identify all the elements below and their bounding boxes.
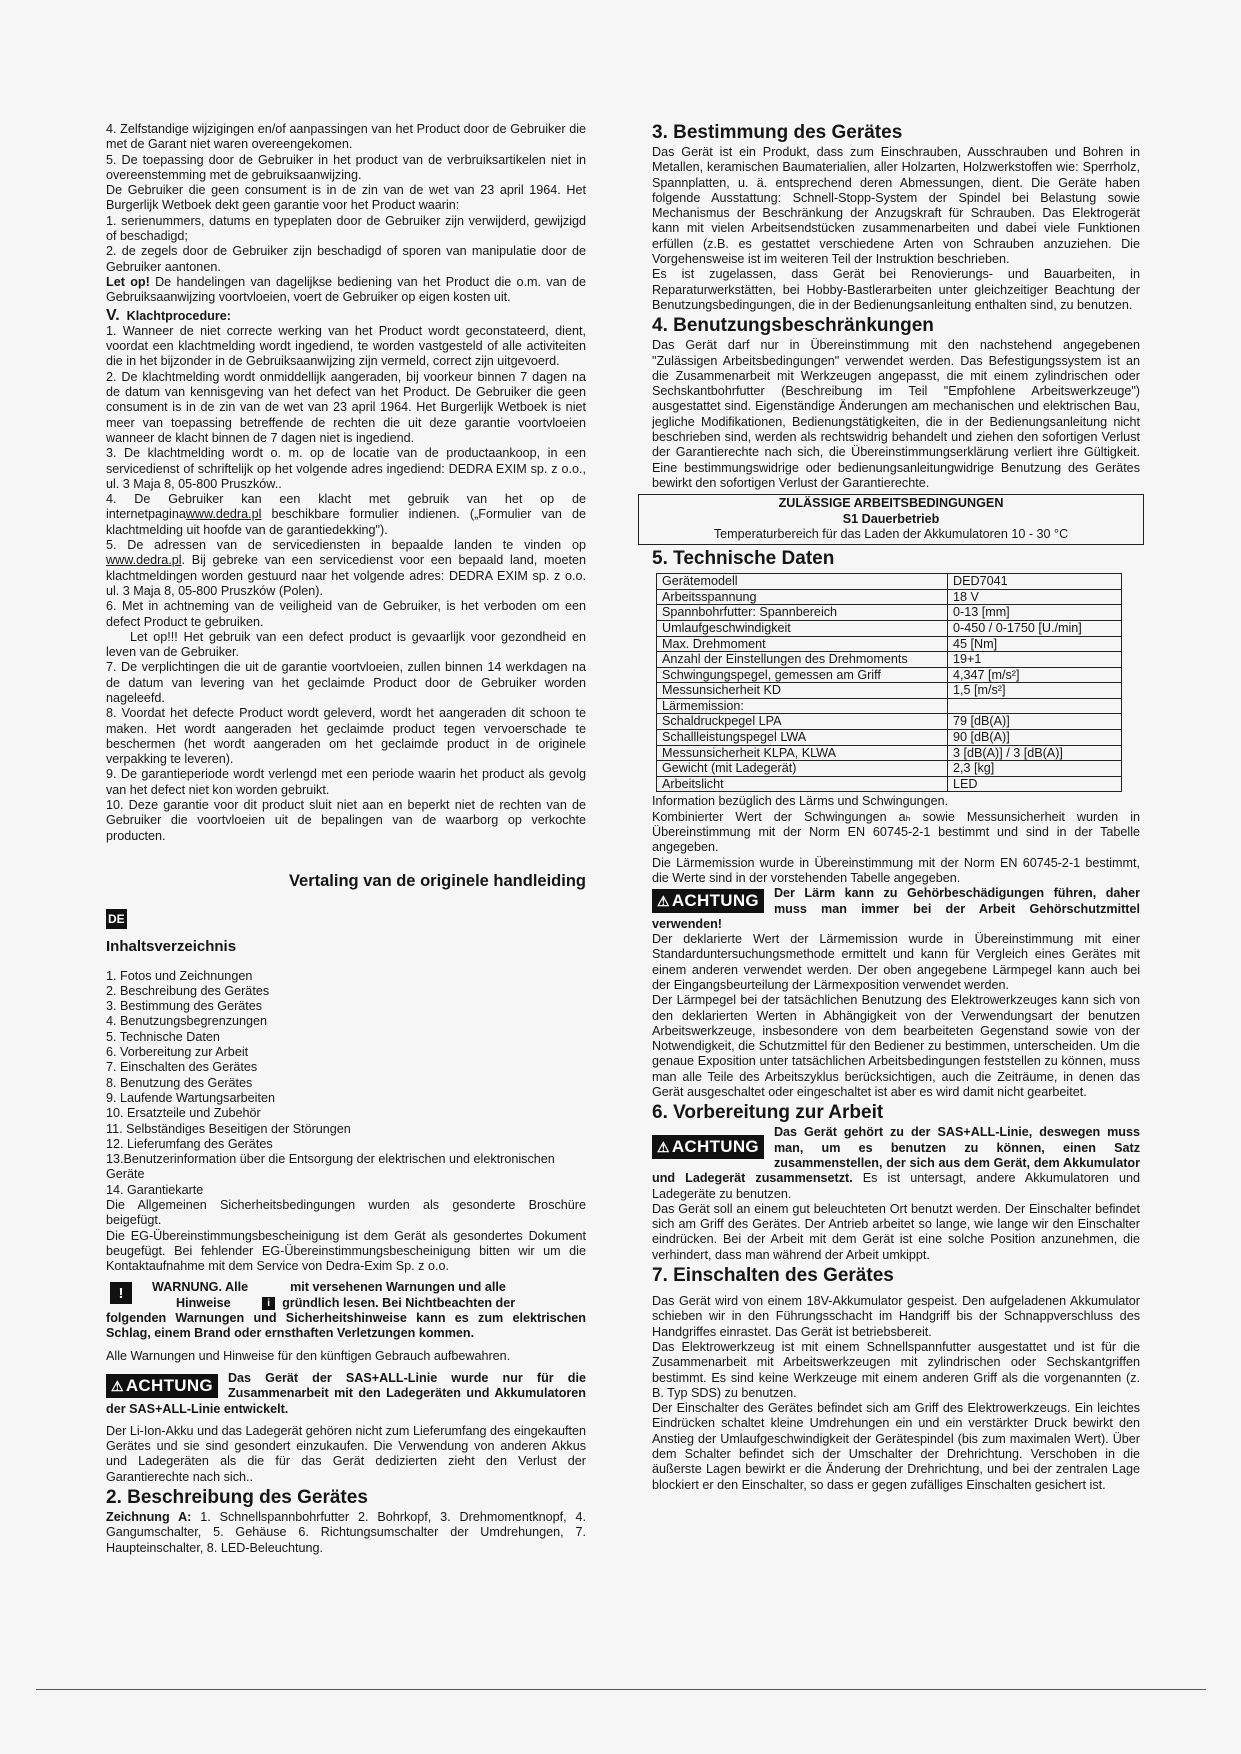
table-row: Schallleistungspegel LWA 90 [dB(A)] [657, 730, 1122, 746]
table-row: Gewicht (mit Ladegerät) 2,3 [kg] [657, 761, 1122, 777]
section-heading-v: V. Klachtprocedure: [106, 306, 231, 324]
de-paragraph: Die Allgemeinen Sicherheitsbedingungen wurden als gesonderte Broschüre beigefügt. [106, 1198, 586, 1228]
de-paragraph: Die EG-Übereinstimmungsbescheinigung ist dem Gerät als gesondertes Dokument beugefügt. Bei fehlender EG-Übereinstimmungsbescheinigung bitten wir um die Kontaktaufnahme mit dem Service von Dedra-Exim Sp. z o.o. [106, 1228, 586, 1274]
de-paragraph: Die Lärmemission wurde in Übereinstimmung mit der Norm EN 60745-2-1 bestimmt, die Werte sind in der vorstehenden Tabelle angegeben. [652, 855, 1140, 885]
warning-icon: ⚠ [111, 1377, 124, 1394]
letop-label: Let op! [106, 274, 150, 289]
warning-icon: ⚠ [657, 893, 670, 910]
de-paragraph: Es ist zugelassen, dass Gerät bei Renovierungs- und Bauarbeiten, in Reparaturwerkstätten, bei Hobby-Bastlerarbeiten unter gleichzeitiger Beachtung der Benutzungsbedingungen, die in der Bedienungsanleitung enthalten sind, zu benutzen. [652, 267, 1140, 312]
nl-paragraph: Let op!!! Het gebruik van een defect product is gevaarlijk voor gezondheid en leven van de Gebruiker. [106, 629, 586, 660]
heading-6: 6. Vorbereitung zur Arbeit [652, 1102, 884, 1124]
nl-paragraph: Let op! De handelingen van dagelijkse bediening van het Product die o.m. van de Gebruiksaanwijzing voortvloeien, voert de Gebruiker op eigen kosten uit. [106, 274, 586, 305]
table-row: Umlaufgeschwindigkeit 0-450 / 0-1750 [U./min] [657, 620, 1122, 636]
right-column [652, 122, 1140, 1493]
toc-item: 11. Selbständiges Beseitigen der Störungen [106, 1121, 351, 1136]
nl-paragraph: 6. Met in achtneming van de veiligheid van de Gebruiker, is het verboden om een defect Product te gebruiken. [106, 599, 586, 629]
de-paragraph: Kombinierter Wert der Schwingungen aₕ sowie Messunsicherheit wurden in Übereinstimmung mit der Norm EN 60745-2-1 bestimmt und sind in der Tabelle angegeben. [652, 809, 1140, 855]
de-paragraph: Der Li-Ion-Akku und das Ladegerät gehören nicht zum Lieferumfang des eingekauften Gerätes und sie sind gesondert einzukaufen. Die Verwendung von anderen Akkus und Ladegeräten als die für das Gerät dedizierten zieht den Verlust der Garantierechte nach sich.. [106, 1423, 586, 1484]
table-row: Max. Drehmoment 45 [Nm] [657, 636, 1122, 652]
nl-paragraph: 7. De verplichtingen die uit de garantie voortvloeien, zullen binnen 14 werkdagen na de datum van levering van het geclaimde Product door de Gebruiker worden nageleefd. [106, 660, 586, 705]
heading-7: 7. Einschalten des Gerätes [652, 1265, 894, 1287]
nl-paragraph: De Gebruiker die geen consument is in de zin van de wet van 23 april 1964. Het Burgerlijk Wetboek dekt geen garantie voor het Product waarin: [106, 183, 586, 213]
toc-item: 13.Benutzerinformation über die Entsorgung der elektrischen und elektronischen Geräte [106, 1152, 555, 1182]
heading-3: 3. Bestimmung des Gerätes [652, 122, 903, 143]
de-paragraph: Das Gerät ist ein Produkt, dass zum Einschrauben, Ausschrauben und Bohren in Metallen, keramischen Baumaterialien, aller Holzarten, Holzwerkstoffen wie: Sperrholz, Spannplatten, u. ä. entsprechend deren Abmessungen, dient. Die Geräte haben folgende Ausstattung: Schnell-Stopp-System der Spindel bei Belastung sowie Mechanismus der Beschränkung der Anzugskraft für Schrauben. Das Elektrogerät kann mit vielen Arbeitsendstücken zusammenarbeiten und dabei viele Funktionen erfüllen (z.B. es gestattet verschiedene Arten von Schrauben anzuziehen. Die Vorgehensweise ist im weiteren Teil der Instruktion beschrieben. [652, 145, 1140, 267]
table-row: Schwingungspegel, gemessen am Griff 4,347 [m/s²] [657, 667, 1122, 683]
de-paragraph: Das Gerät soll an einem gut beleuchteten Ort benutzt werden. Der Einschalter befindet sich am Griff des Gerätes. Der Antrieb arbeitet so lange, wie lange wir den Einschalter eindrücken. Bei der Arbeit mit dem Gerät ist eine solche Position anzunehmen, die verhindert, dass man während der Arbeit umkippt. [652, 1201, 1140, 1262]
toc-item: 4. Benutzungsbegrenzungen [106, 1014, 268, 1029]
dedra-link[interactable]: www.dedra.pl [185, 507, 262, 522]
de-paragraph: Das Elektrowerkzeug ist mit einem Schnellspannfutter ausgestattet und ist für die Zusammenarbeit mit Arbeitswerkzeugen mit zylindrischen oder Sechskantgriffen bestimmt. Es sind keine Werkzeuge mit einem anderen Griff als die vorgenannten (z. B. Typ SDS) zu benutzen. [652, 1339, 1140, 1400]
achtung-block: ⚠ ACHTUNG Der Lärm kann zu Gehörbeschädigungen führen, daher muss man immer bei der Arbeit Gehörschutzmittel verwenden! [652, 886, 1140, 931]
nl-paragraph: 1. Wanneer de niet correcte werking van het Product wordt geconstateerd, dient, voordat een klachtmelding wordt ingediend, te worden vastgesteld of alle activiteiten die in het bijzonder in de Gebruiksaanwijzing zijn vermeld, correct zijn uitgevoerd. [106, 323, 586, 369]
toc-title: Inhaltsverzeichnis [106, 938, 237, 956]
table-row: Messunsicherheit KD 1,5 [m/s²] [657, 683, 1122, 699]
table-row: Arbeitslicht LED [657, 776, 1122, 792]
toc-item: 1. Fotos und Zeichnungen [106, 968, 253, 983]
toc-item: 12. Lieferumfang des Gerätes [106, 1136, 273, 1151]
translation-title: Vertaling van de originele handleiding [288, 871, 586, 890]
nl-paragraph: 4. De Gebruiker kan een klacht met gebruik van het op de internetpaginawww.dedra.pl beschikbare formulier indienen. („Formulier van de klachtmelding uit hoofde van de garantiedekking"). [106, 492, 586, 537]
toc-item: 5. Technische Daten [106, 1029, 220, 1044]
language-badge: DE [106, 909, 127, 929]
toc-item: 7. Einschalten des Gerätes [106, 1060, 258, 1075]
warnung-text: folgenden Warnungen und Sicherheitshinweise kann es zum elektrischen Schlag, einem Brand oder ernsthaften Verletzungen kommen. [106, 1311, 586, 1341]
de-paragraph: Der Lärmpegel bei der tatsächlichen Benutzung des Elektrowerkzeuges kann sich von den deklarierten Werten in Abhängigkeit von der Verwendungsart der benutzen Arbeitswerkzeuge, insbesondere von dem bearbeiteten Gegenstand sowie von der Notwendigkeit, die Schutzmittel für den Bediener zu bestimmen, unterscheiden. Um die genaue Exposition unter tatsächlichen Arbeitsbedingungen feststellen zu können, muss man alle Teile des Arbeitszyklus berücksichtigen, auch die Zeiträume, in denen das Gerät ausgeschaltet oder eingeschaltet ist aber es wird damit nicht gearbeitet. [652, 993, 1140, 1100]
dedra-link[interactable]: www.dedra.pl [106, 553, 182, 568]
de-paragraph: Information bezüglich des Lärms und Schwingungen. [652, 794, 949, 809]
toc-item: 6. Vorbereitung zur Arbeit [106, 1045, 249, 1060]
nl-paragraph: 2. De klachtmelding wordt onmiddellijk aangeraden, bij voorkeur binnen 7 dagen na de datum van kennisgeving van het defect van het Product. De Gebruiker die geen consument is in de zin van de wet van 23 april 1964. Het Burgerlijk Wetboek is niet meer van toepassing betreffende de rechten die uit deze garantie voortvloeien wanneer de klacht binnen de 7 dagen niet is ingediend. [106, 369, 586, 445]
table-of-contents [106, 969, 586, 1198]
achtung-block: ⚠ ACHTUNG Das Gerät gehört zu der SAS+ALL-Linie, deswegen muss man, um es benutzen zu können, einen Satz zusammenstellen, der sich aus dem Gerät, dem Akkumulator und Ladegerät zusammensetzt. Es ist untersagt, andere Akkumulatoren und Ladegeräte zu benutzen. [652, 1125, 1140, 1201]
left-column [106, 122, 586, 1556]
achtung-label: ⚠ ACHTUNG [652, 889, 764, 913]
table-row: Arbeitsspannung 18 V [657, 589, 1122, 605]
nl-paragraph: 4. Zelfstandige wijzigingen en/of aanpassingen van het Product door de Gebruiker die met de Garant niet waren overeengekomen. [106, 122, 586, 152]
toc-item: 2. Beschreibung des Gerätes [106, 983, 270, 998]
nl-paragraph: 5. De toepassing door de Gebruiker in het product van de verbruiksartikelen niet in overeenstemming met de gebruiksaanwijzing. [106, 152, 586, 182]
nl-paragraph: 2. de zegels door de Gebruiker zijn beschadigd of sporen van manipulatie door de Gebruiker aantonen. [106, 244, 586, 274]
achtung-block: ⚠ ACHTUNG Das Gerät der SAS+ALL-Linie wurde nur für die Zusammenarbeit mit den Ladegeräten und Akkumulatoren der SAS+ALL-Linie entwickelt. [106, 1370, 586, 1416]
de-paragraph: Der Einschalter des Gerätes befindet sich am Griff des Elektrowerkzeugs. Ein leichtes Eindrücken schaltet kleine Umdrehungen ein und ein verstärkter Druck bewirkt den Anstieg der Umlaufgeschwindigkeit der Gerätespindel (bis zum maximalen Wert). Über dem Schalter befindet sich der Umschalter der Drehrichtung. Verschoben in die äußerste Lagen bewirkt er die Änderung der Drehrichtung, und bei der zentralen Lage blockiert er den Einschalter, so dass er gegen zufälliges Einschalten gesichert ist. [652, 1401, 1140, 1492]
de-paragraph: Das Gerät wird von einem 18V-Akkumulator gespeist. Den aufgeladenen Akkumulator schieben wir in den Führungsschacht im Handgriff bis der Schnappverschluss des Handgriffes einrastet. Das Gerät ist betriebsbereit. [652, 1294, 1140, 1339]
heading-5: 5. Technische Daten [652, 548, 835, 570]
table-row: Anzahl der Einstellungen des Drehmoments 19+1 [657, 652, 1122, 668]
achtung-label: ⚠ ACHTUNG [106, 1374, 218, 1398]
toc-item: 10. Ersatzteile und Zubehör [106, 1106, 261, 1121]
table-row: Spannbohrfutter: Spannbereich 0-13 [mm] [657, 605, 1122, 621]
table-row: Gerätemodell DED7041 [657, 574, 1122, 590]
table-row: Messunsicherheit KLPA, KLWA 3 [dB(A)] / 3 [dB(A)] [657, 745, 1122, 761]
page-footer-rule [36, 1689, 1206, 1690]
de-paragraph: Der deklarierte Wert der Lärmemission wurde in Übereinstimmung mit einer Standarduntersuchungsmethode ermittelt und kann für Vergleich eines Gerätes mit einem anderen verwendet werden. Der oben angegebene Lärmpegel kann auch bei der Eingangsbeurteilung der Lärmexposition verwendet werden. [652, 932, 1140, 992]
heading-2: 2. Beschreibung des Gerätes [106, 1487, 368, 1509]
conditions-box: ZULÄSSIGE ARBEITSBEDINGUNGEN S1 Dauerbetrieb Temperaturbereich für das Laden der Akkumulatoren 10 - 30 °C [638, 494, 1144, 545]
nl-paragraph: 10. Deze garantie voor dit product sluit niet aan en beperkt niet de rechten van de Gebruiker die voortvloeien uit de bepalingen van de waarborg op verkochte producten. [106, 798, 586, 843]
nl-paragraph: 8. Voordat het defecte Product wordt geleverd, wordt het aangeraden dit schoon te maken. Het wordt aangeraden het geclaimde product tegen vervoerschade te beschermen (het wordt aangeraden om het geclaimde product in de originele verpakking te leveren). [106, 706, 586, 767]
toc-item: 3. Bestimmung des Gerätes [106, 999, 263, 1014]
warning-icon: ! [110, 1282, 132, 1304]
table-row: Lärmemission: [657, 698, 1122, 714]
toc-item: 8. Benutzung des Gerätes [106, 1075, 253, 1090]
de-paragraph: Zeichnung A: 1. Schnellspannbohrfutter 2. Bohrkopf, 3. Drehmomentknopf, 4. Gangumschalter, 5. Gehäuse 6. Richtungsumschalter der Umdrehungen, 7. Haupteinschalter, 8. LED-Beleuchtung. [106, 1510, 586, 1555]
de-paragraph: Das Gerät darf nur in Übereinstimmung mit den nachstehend angegebenen "Zulässigen Arbeitsbedingungen" verwendet werden. Das Befestigungssystem ist an die Zusammenarbeit mit Werkzeugen angepasst, die mit einem zylindrischen oder Sechskantbohrfutter (Beschreibung im Teil "Empfohlene Arbeitswerkzeuge") ausgestattet sind. Eigenständige Änderungen am mechanischen und elektrischen Bau, jegliche Modifikationen, Bedienungstätigkeiten, die in der Bedienungsanleitung nicht beschrieben sind, werden als rechtswidrig behandelt und ziehen den sofortigen Verlust der Garantierechte nach sich, die Übereinstimmungserklärung verliert ihre Gültigkeit. Eine bestimmungswidrige oder bedienungsanleitungwidrige Benutzung des Gerätes bewirkt den sofortigen Verlust der Garantierechte. [652, 338, 1140, 490]
toc-item: 14. Garantiekarte [106, 1182, 204, 1197]
book-icon: i [262, 1297, 275, 1310]
nl-paragraph: 1. serienummers, datums en typeplaten door de Gebruiker zijn verwijderd, gewijzigd of beschadigd; [106, 213, 586, 244]
nl-paragraph: 5. De adressen van de servicediensten in bepaalde landen te vinden op www.dedra.pl. Bij gebreke van een servicedienst voor een bepaald land, moeten klachtmeldingen worden gestuurd naar het volgende adres: DEDRA EXIM sp. z o.o. ul. 3 Maja 8, 05-800 Pruszków (Polen). [106, 538, 586, 598]
tech-data-table [656, 573, 1122, 792]
warning-icon: ⚠ [657, 1139, 670, 1156]
warnung-block: ! WARNUNG. Alle mit versehenen Warnungen und alle Hinweise i gründlich lesen. Bei Nichtbeachten der [106, 1280, 586, 1311]
achtung-label: ⚠ ACHTUNG [652, 1135, 764, 1159]
de-paragraph: Alle Warnungen und Hinweise für den künftigen Gebrauch aufbewahren. [106, 1348, 511, 1363]
table-row: Schaldruckpegel LPA 79 [dB(A)] [657, 714, 1122, 730]
nl-paragraph: 3. De klachtmelding wordt o. m. op de locatie van de productaankoop, in een servicedienst of schriftelijk op het volgende adres ingediend: DEDRA EXIM sp. z o.o., ul. 3 Maja 8, 05-800 Pruszków.. [106, 446, 586, 491]
toc-item: 9. Laufende Wartungsarbeiten [106, 1090, 275, 1105]
heading-4: 4. Benutzungsbeschränkungen [652, 315, 934, 337]
nl-paragraph: 9. De garantieperiode wordt verlengd met een periode waarin het product als gevolg van het defect niet kon worden gebruikt. [106, 767, 586, 797]
